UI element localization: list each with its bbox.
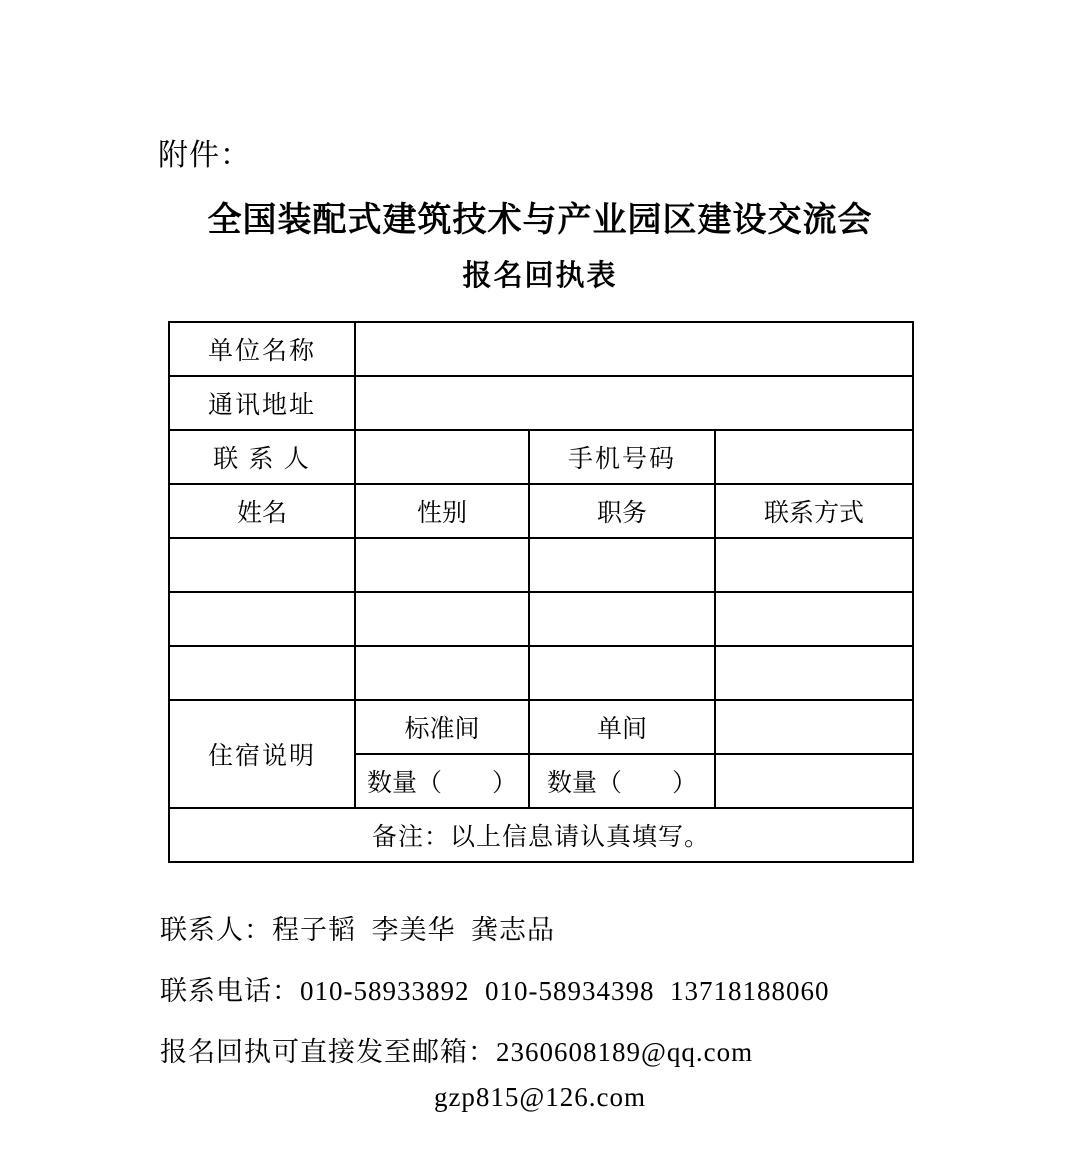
- person-name-1[interactable]: [169, 538, 355, 592]
- person-contact-3[interactable]: [715, 646, 913, 700]
- person-contact-2[interactable]: [715, 592, 913, 646]
- contact-person-value[interactable]: [355, 430, 529, 484]
- person-position-3[interactable]: [529, 646, 715, 700]
- person-contact-1[interactable]: [715, 538, 913, 592]
- person-gender-2[interactable]: [355, 592, 529, 646]
- person-name-3[interactable]: [169, 646, 355, 700]
- person-name-2[interactable]: [169, 592, 355, 646]
- person-position-2[interactable]: [529, 592, 715, 646]
- table-row: [169, 376, 913, 430]
- page-subtitle: 报名回执表: [462, 260, 618, 292]
- table-row: [169, 538, 913, 592]
- mobile-label: 手机号码: [529, 430, 715, 484]
- contact-person-label: 联 系 人: [169, 430, 355, 484]
- header-position: 职务: [529, 484, 715, 538]
- person-position-1[interactable]: [529, 538, 715, 592]
- table-row: [169, 808, 913, 862]
- standard-room-label: 标准间: [355, 700, 529, 754]
- header-gender: 性别: [355, 484, 529, 538]
- mobile-value[interactable]: [715, 430, 913, 484]
- remark-cell: 备注：以上信息请认真填写。: [169, 808, 913, 862]
- email-secondary: gzp815@126.com: [433, 1082, 647, 1112]
- unit-name-label: 单位名称: [169, 322, 355, 376]
- registration-form-table: [168, 321, 914, 863]
- standard-room-extra[interactable]: [715, 700, 913, 754]
- table-row: [169, 646, 913, 700]
- standard-room-count[interactable]: 数量（ ）: [355, 754, 529, 808]
- footer-contacts: [160, 908, 1000, 1091]
- page-title: 全国装配式建筑技术与产业园区建设交流会: [207, 202, 873, 239]
- address-label: 通讯地址: [169, 376, 355, 430]
- header-name: 姓名: [169, 484, 355, 538]
- accommodation-label: 住宿说明: [169, 700, 355, 808]
- table-row: [169, 700, 913, 754]
- person-gender-3[interactable]: [355, 646, 529, 700]
- table-header-row: [169, 484, 913, 538]
- table-row: [169, 592, 913, 646]
- single-room-count[interactable]: 数量（ ）: [529, 754, 715, 808]
- header-contact: 联系方式: [715, 484, 913, 538]
- person-gender-1[interactable]: [355, 538, 529, 592]
- contacts-line: 联系人：程子韬 李美华 龚志品: [160, 915, 555, 945]
- table-row: [169, 322, 913, 376]
- phones-line: 联系电话：010-58933892 010-58934398 13718188060: [160, 976, 830, 1006]
- single-room-label: 单间: [529, 700, 715, 754]
- address-value[interactable]: [355, 376, 913, 430]
- table-row: [169, 430, 913, 484]
- attachment-label: 附件：: [158, 139, 251, 172]
- email-line: 报名回执可直接发至邮箱：2360608189@qq.com: [160, 1037, 754, 1067]
- single-room-extra[interactable]: [715, 754, 913, 808]
- unit-name-value[interactable]: [355, 322, 913, 376]
